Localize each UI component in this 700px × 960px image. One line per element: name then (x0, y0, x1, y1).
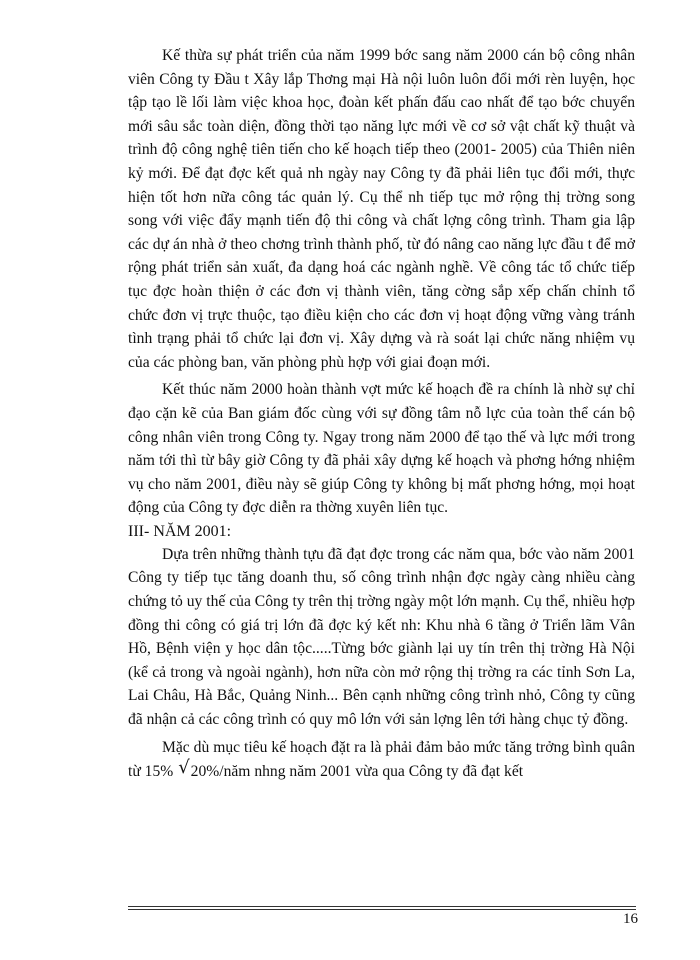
footer-rule-top (128, 906, 636, 907)
footer-rule-bottom (128, 909, 636, 910)
sqrt-symbol-icon: √ (178, 757, 190, 779)
paragraph-1: Kế thừa sự phát triển của năm 1999 bớc sang năm 2000 cán bộ công nhân viên Công ty Đầu t Xây lắp Thơng mại Hà nội luôn luôn đổi mới rèn luyện, học tập tạo lề lối làm việc khoa học, đoàn kết phấn đấu cao nhất để tạo bớc chuyển mới sâu sắc toàn diện, đồng thời tạo năng lực mới về cơ sở vật chất kỹ thuật và trình độ công nghệ tiên tiến cho kế hoạch tiếp theo (2001- 2005) của Thiên niên kỷ mới. Để đạt đợc kết quả nh ngày nay Công ty đã phải liên tục đổi mới, thực hiện tốt hơn nữa công tác quản lý. Cụ thể nh tiếp tục mở rộng thị trờng song song với việc đẩy mạnh tiến độ thi công và chất lợng công trình. Tham gia lập các dự án nhà ở theo chơng trình thành phố, từ đó nâng cao năng lực đầu t để mở rộng phát triển sản xuất, đa dạng hoá các ngành nghề. Về công tác tổ chức tiếp tục đợc hoàn thiện ở các đơn vị thành viên, tăng cờng sắp xếp chấn chỉnh tổ chức đơn vị trực thuộc, tạo điều kiện cho các đơn vị hoạt động vững vàng tránh tình trạng phải tổ chức lại đơn vị. Xây dựng và rà soát lại chức năng nhiệm vụ của các phòng ban, văn phòng phù hợp với giai đoạn mới. (128, 47, 635, 371)
paragraph-3: Dựa trên những thành tựu đã đạt đợc trong các năm qua, bớc vào năm 2001 Công ty tiếp tục tăng doanh thu, số công trình nhận đợc ngày càng nhiều càng chứng tỏ uy thế của Công ty trên thị trờng ngày một lớn mạnh. Cụ thể, nhiều hợp đồng thi công có giá trị lớn đã đợc ký kết nh: Khu nhà 6 tầng ở Triển lãm Vân Hồ, Bệnh viện y học dân tộc.....Từng bớc giành lại uy tín trên thị trờng Hà Nội (kể cả trong và ngoài ngành), hơn nữa còn mở rộng thị trờng ra các tỉnh Sơn La, Lai Châu, Hà Bắc, Quảng Ninh... Bên cạnh những công trình nhỏ, Công ty cũng đã nhận cả các công trình có quy mô lớn với sản lợng lên tới hàng chục tỷ đồng. (128, 545, 635, 729)
section-heading: III- NĂM 2001: (128, 522, 232, 540)
paragraph-4 (128, 736, 635, 784)
paragraph-4-start: Mặc dù mục tiêu kế hoạch đặt ra là phải đảm bảo mức tăng trởng bình quân từ 15% (128, 738, 635, 781)
paragraph-2: Kết thúc năm 2000 hoàn thành vợt mức kế hoạch đề ra chính là nhờ sự chỉ đạo cặn kẽ của Ban giám đốc cùng với sự đồng tâm nỗ lực của toàn thể cán bộ công nhân viên trong Công ty. Ngay trong năm 2000 để tạo thế và lực mới trong năm tới thì từ bây giờ Công ty đã phải xây dựng kế hoạch và phơng hớng nhiệm vụ cho năm 2001, điều này sẽ giúp Công ty không bị mất phơng hớng, mọi hoạt động của Công ty đợc diễn ra thờng xuyên liên tục. (128, 381, 635, 517)
body-text (128, 44, 635, 784)
paragraph-4-end: 20%/năm nhng năm 2001 vừa qua Công ty đã đạt kết (190, 763, 524, 781)
page-number: 16 (623, 911, 638, 927)
